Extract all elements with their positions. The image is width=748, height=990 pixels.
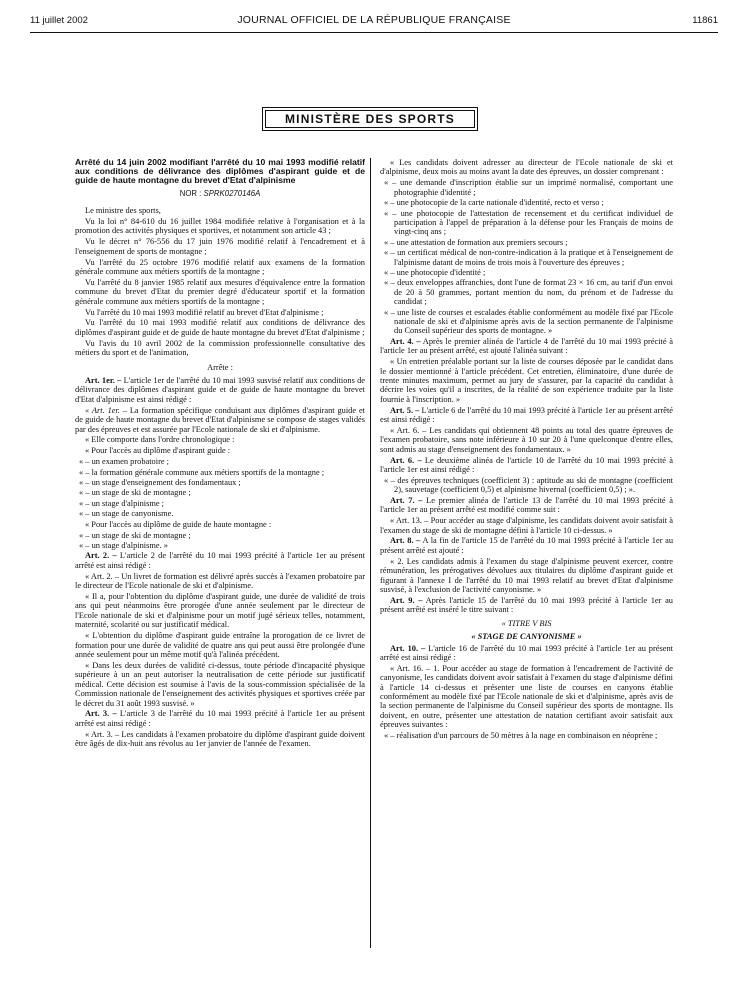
article-2: Art. 2. – L'article 2 de l'arrêté du 10 mai 1993 précité à l'article 1er au présent arrêté est ainsi rédigé : <box>75 551 365 570</box>
article-1-quote: « Art. 1er. – La formation spécifique conduisant aux diplômes d'aspirant guide et de guide de haute montagne du brevet d'Etat d'alpinisme se compose de stages validés par des épreuves et est assurée par l'Ecole nationale de ski et d'alpinisme. <box>75 405 365 434</box>
list-item: « – un certificat médical de non-contre-indication à la pratique et à l'enseignement de l'alpinisme datant de moins de trois mois à l'ouverture des épreuves ; <box>384 248 673 267</box>
article-1: Art. 1er. – L'article 1er de l'arrêté du 10 mai 1993 susvisé relatif aux conditions de délivrance des diplômes d'aspirant guide et de guide de haute montagne du brevet d'Etat d'alpinisme est ainsi rédigé : <box>75 376 365 404</box>
right-column <box>380 158 673 742</box>
stage-heading: « STAGE DE CANYONISME » <box>471 632 582 642</box>
article-paragraph: « Il a, pour l'obtention du diplôme d'aspirant guide, une durée de validité de trois ans qui peut néanmoins être prorogée d'une année seulement par le directeur de l'Ecole nationale de ski et d'alpinisme pour un motif jugé sérieux telles, notamment, maternité, scolarité ou sur justificatif médical. <box>75 592 365 630</box>
article-paragraph: « Art. 13. – Pour accéder au stage d'alpinisme, les candidats doivent avoir satisfait à l'examen du stage de ski de montagne défini à l'article 10 ci-dessus. » <box>380 516 673 535</box>
article-paragraph: « 2. Les candidats admis à l'examen du stage d'alpinisme peuvent exercer, contre rémunération, les prérogatives dévolues aux titulaires du diplôme d'aspirant guide et figurant à l'annexe I de l'arrêté du 10 mai 1993 relatif au brevet d'Etat d'alpinisme susvisé, à l'exclusion de l'activité canyonisme. » <box>380 556 673 594</box>
article-5: Art. 5. – L'article 6 de l'arrêté du 10 mai 1993 précité à l'article 1er au présent arrêté est ainsi rédigé : <box>380 405 673 425</box>
list-item: « – réalisation d'un parcours de 50 mètres à la nage en combinaison en néoprène ; <box>384 731 658 741</box>
list-item: « – un stage de ski de montagne ; <box>79 488 191 498</box>
article-paragraph: « L'obtention du diplôme d'aspirant guide entraîne la prorogation de ce livret de formation pour une durée de validité de quatre ans qui peut aussi être prolongée d'une année seulement pour un même motif qu'à l'alinéa précédent. <box>75 631 365 659</box>
article-paragraph: « Les candidats doivent adresser au directeur de l'Ecole nationale de ski et d'alpinisme, deux mois au moins avant la date des épreuves, un dossier comprenant : <box>380 158 673 177</box>
article-7: Art. 7. – Le premier alinéa de l'article 13 de l'arrêté du 10 mai 1993 précité à l'article 1er au présent arrêté est modifié comme suit : <box>380 495 673 515</box>
list-item: « – la formation générale commune aux métiers sportifs de la montagne ; <box>79 467 325 477</box>
article-8: Art. 8. – A la fin de l'article 15 de l'arrêté du 10 mai 1993 précité à l'article 1er au présent arrêté est ajouté : <box>380 536 674 555</box>
preamble-line: Vu le décret n° 76-556 du 17 juin 1976 modifié relatif à l'encadrement et à l'enseignement de sports de montagne ; <box>75 237 365 256</box>
list-item: « – un stage de ski de montagne ; <box>79 530 191 540</box>
list-item: « – un stage d'enseignement des fondamentaux ; <box>79 478 241 488</box>
issue-date: 11 juillet 2002 <box>30 15 88 26</box>
list-item: « – un stage de canyonisme. <box>79 509 174 519</box>
arrete-heading: Arrête : <box>207 362 233 372</box>
preamble-line: Vu l'arrêté du 25 octobre 1976 modifié relatif aux examens de la formation générale commune aux métiers sportifs de la montagne ; <box>75 257 365 276</box>
article-paragraph: « Art. 3. – Les candidats à l'examen probatoire du diplôme d'aspirant guide doivent être âgés de dix-huit ans révolus au 1er janvier de l'année de l'examen. <box>75 729 365 749</box>
article-paragraph: « Un entretien préalable portant sur la liste de courses déposée par le candidat dans le dossier mentionné à l'article précédent. Cet entretien, éliminatoire, d'une durée de trente minutes maximum, permet au jury de s'assurer, par la capacité du candidat à décrire les voies qu'il a inscrites, de la réalité de son expérience traduite par la liste fournie à l'inscription. » <box>380 357 673 404</box>
list-item: « – une demande d'inscription établie sur un imprimé normalisé, comportant une photographie d'identité ; <box>384 178 673 197</box>
list-intro: « Pour l'accès au diplôme de guide de haute montagne : <box>85 519 272 529</box>
list-item: « – un stage d'alpinisme. » <box>79 541 168 551</box>
column-divider <box>370 158 371 948</box>
article-paragraph: « Dans les deux durées de validité ci-dessus, toute période d'incapacité physique supérieure à un an peut autoriser la neutralisation de cette période sur justificatif médical. Cette décision est soumise à l'avis de la sous-commission spécialisée de la Commission nationale de l'enseignement des activités physiques et sportives créée par le décret du 31 août 1993 susvisé. » <box>75 660 365 708</box>
article-6: Art. 6. – Le deuxième alinéa de l'article 10 de l'arrêté du 10 mai 1993 précité à l'article 1er est ainsi rédigé : <box>380 455 673 475</box>
ministry-box <box>262 107 478 131</box>
decree-title: Arrêté du 14 juin 2002 modifiant l'arrêté du 10 mai 1993 modifié relatif aux conditions de délivrance des diplômes d'aspirant guide et de guide de haute montagne du brevet d'Etat d'alpinisme <box>75 157 365 186</box>
preamble-line: Le ministre des sports, <box>85 206 161 216</box>
list-item: « – une photocopie d'identité ; <box>384 267 486 277</box>
article-paragraph: « Art. 16. – 1. Pour accéder au stage de formation à l'encadrement de l'activité de canyonisme, les candidats doivent avoir satisfait à l'examen du stage d'alpinisme défini à l'article 14 ci-dessus et présenter une liste de courses en canyons établie conformément au modèle fixé par l'Ecole nationale de ski et d'alpinisme, après avis de la section permanente de l'alpinisme du Conseil supérieur des sports de montagne. Ils doivent, en outre, présenter une attestation de natation certifiant avoir satisfait aux épreuves suivantes : <box>380 663 673 730</box>
preamble-line: Vu l'arrêté du 8 janvier 1985 relatif aux mesures d'équivalence entre la formation commune du brevet d'Etat du premier degré d'éducateur sportif et la formation générale commune aux métiers sportifs de la montagne ; <box>75 277 365 306</box>
nor-reference: NOR : SPRK0270146A <box>179 188 261 198</box>
list-item: « – une attestation de formation aux premiers secours ; <box>384 237 568 247</box>
page-header <box>30 12 718 33</box>
list-item: « – un examen probatoire ; <box>79 457 170 467</box>
titre-heading: « TITRE V BIS <box>501 618 552 628</box>
article-paragraph: « Art. 6. – Les candidats qui obtiennent 48 points au total des quatre épreuves de l'examen probatoire, sans note inférieure à 10 sur 20 à l'une quelconque d'entre elles, sont admis au stage d'enseignement des fondamentaux. » <box>380 425 673 454</box>
list-item: « – un stage d'alpinisme ; <box>79 498 165 508</box>
preamble-line: Vu l'arrêté du 10 mai 1993 modifié relatif aux conditions de délivrance des diplômes d'aspirant guide et de guide de haute montagne du brevet d'Etat d'alpinisme ; <box>75 318 365 337</box>
article-paragraph: « Art. 2. – Un livret de formation est délivré après succès à l'examen probatoire par le directeur de l'Ecole nationale de ski et d'alpinisme. <box>75 571 365 591</box>
article-3: Art. 3. – L'article 3 de l'arrêté du 10 mai 1993 précité à l'article 1er au présent arrêté est ainsi rédigé : <box>75 709 365 728</box>
ministry-title: MINISTÈRE DES SPORTS <box>265 110 475 128</box>
page-number: 11861 <box>692 15 718 26</box>
preamble-line: Vu la loi n° 84-610 du 16 juillet 1984 modifiée relative à l'organisation et à la promotion des activités physiques et sportives, et notamment son article 43 ; <box>75 216 365 236</box>
article-4: Art. 4. – Après le premier alinéa de l'article 4 de l'arrêté du 10 mai 1993 précité à l'article 1er au présent arrêté, est ajouté l'alinéa suivant : <box>380 336 673 356</box>
list-item: « – une photocopie de l'attestation de recensement et du certificat individuel de participation à l'appel de préparation à la défense pour les Français de moins de vingt-cinq ans ; <box>384 208 673 237</box>
preamble-line: Vu l'avis du 10 avril 2002 de la commission professionnelle consultative des métiers du sport et de l'animation, <box>75 338 365 358</box>
article-9: Art. 9. – Après l'article 15 de l'arrêté du 10 mai 1993 précité à l'article 1er au présent arrêté est inséré le titre suivant : <box>380 595 673 615</box>
list-item: « – des épreuves techniques (coefficient 3) : aptitude au ski de montagne (coefficient 2), sauvetage (coefficient 0,5) et alpinisme hivernal (coefficient 0,5) ; ». <box>384 476 673 495</box>
list-item: « – une photocopie de la carte nationale d'identité, recto et verso ; <box>384 198 604 208</box>
preamble-line: Vu l'arrêté du 10 mai 1993 modifié relatif au brevet d'Etat d'alpinisme ; <box>85 307 324 317</box>
list-item: « – une liste de courses et escalades établie conformément au modèle fixé par l'Ecole nationale de ski et d'alpinisme après avis de la section permanente de l'alpinisme du Conseil supérieur des sports de montagne. » <box>384 307 673 336</box>
list-intro: « Pour l'accès au diplôme d'aspirant guide : <box>85 446 231 456</box>
journal-title: JOURNAL OFFICIEL DE LA RÉPUBLIQUE FRANÇAISE <box>237 14 511 26</box>
article-10: Art. 10. – L'article 16 de l'arrêté du 10 mai 1993 précité à l'article 1er au présent arrêté est ainsi rédigé : <box>380 643 673 662</box>
list-item: « – deux enveloppes affranchies, dont l'une de format 23 × 16 cm, au tarif d'un envoi de 20 à 50 grammes, portant mention du nom, du prénom et de l'adresse du candidat ; <box>384 278 673 307</box>
left-column <box>75 158 365 750</box>
list-intro: « Elle comporte dans l'ordre chronologique : <box>85 435 235 445</box>
